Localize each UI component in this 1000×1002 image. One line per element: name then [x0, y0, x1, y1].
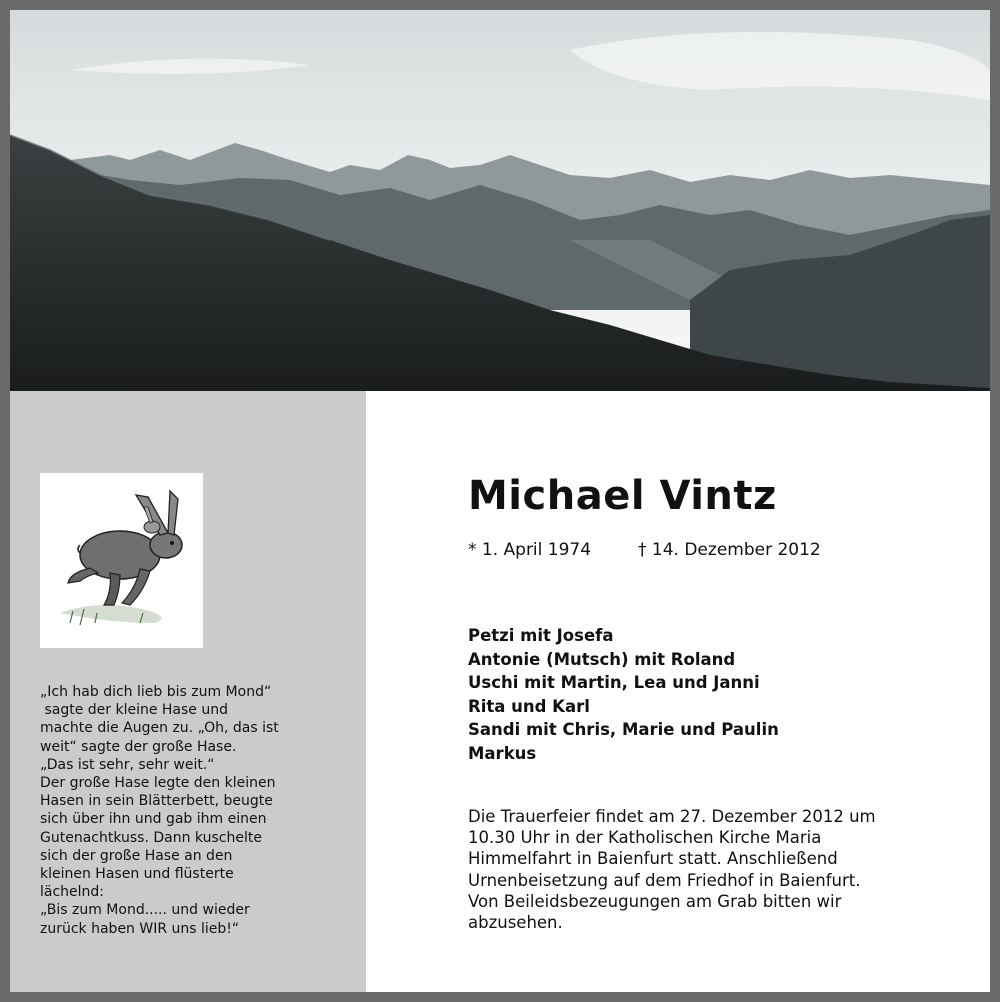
notice-line: Urnenbeisetzung auf dem Friedhof in Baienfurt.: [468, 870, 861, 890]
deceased-name: Michael Vintz: [468, 473, 777, 519]
poem-line: „Ich hab dich lieb bis zum Mond“: [40, 684, 272, 700]
poem-line: sich der große Hase an den: [40, 847, 233, 864]
poem-line: sagte der kleine Hase und: [40, 702, 229, 719]
notice-line: Himmelfahrt in Baienfurt statt. Anschließend: [468, 849, 838, 869]
notice-line: Von Beileidsbezeugungen am Grab bitten wir: [468, 891, 842, 911]
birth-date: * 1. April 1974: [468, 540, 592, 560]
poem-line: lächelnd:: [40, 884, 105, 901]
hare-illustration: [40, 473, 203, 648]
mourner-line: Rita und Karl: [468, 696, 590, 716]
mountain-landscape-photo: [10, 10, 990, 391]
mourner-line: Uschi mit Martin, Lea und Janni: [468, 673, 760, 693]
mourners-list: [468, 624, 779, 766]
funeral-notice: [468, 806, 938, 933]
mourner-line: Sandi mit Chris, Marie und Paulin: [468, 720, 779, 740]
mourner-line: Markus: [468, 743, 537, 763]
poem-line: zurück haben WIR uns lieb!“: [40, 920, 240, 937]
notice-line: 10.30 Uhr in der Katholischen Kirche Maria: [468, 828, 822, 848]
mourner-line: Antonie (Mutsch) mit Roland: [468, 649, 736, 669]
poem-line: sich über ihn und gab ihm einen: [40, 811, 267, 828]
poem-line: „Bis zum Mond..... und wieder: [40, 902, 250, 919]
poem-line: Gutenachtkuss. Dann kuschelte: [40, 829, 262, 846]
poem: [40, 683, 340, 938]
hare-drawing-icon: [40, 473, 203, 648]
death-date: † 14. Dezember 2012: [638, 540, 821, 560]
mourner-line: Petzi mit Josefa: [468, 626, 614, 645]
notice-line: abzusehen.: [468, 913, 563, 933]
poem-line: Der große Hase legte den kleinen: [40, 775, 276, 792]
poem-line: weit“ sagte der große Hase.: [40, 738, 237, 755]
poem-line: machte die Augen zu. „Oh, das ist: [40, 720, 279, 737]
poem-line: kleinen Hasen und flüsterte: [40, 866, 234, 883]
poem-line: „Das ist sehr, sehr weit.“: [40, 756, 215, 773]
left-panel: [10, 391, 366, 992]
notice-line: Die Trauerfeier findet am 27. Dezember 2012 um: [468, 807, 876, 826]
poem-line: Hasen in sein Blätterbett, beugte: [40, 793, 273, 810]
